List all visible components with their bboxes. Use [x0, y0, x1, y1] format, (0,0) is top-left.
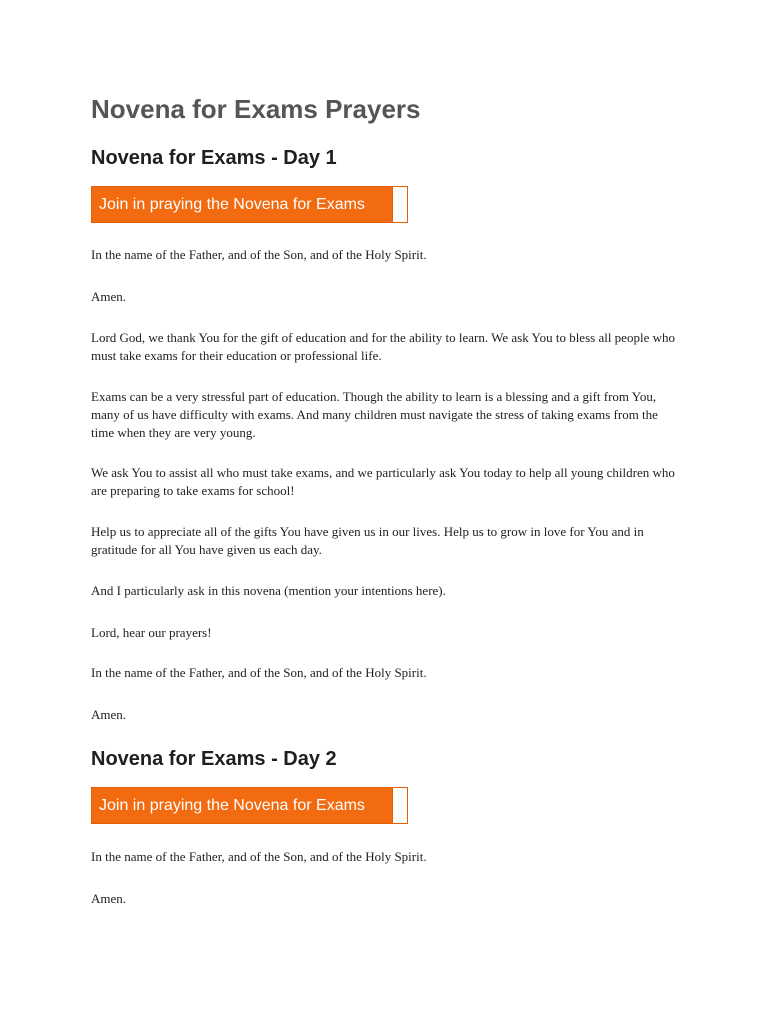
paragraph: And I particularly ask in this novena (mention your intentions here).	[91, 583, 446, 598]
day-2-heading: Novena for Exams - Day 2	[91, 748, 337, 770]
paragraph: Amen.	[91, 707, 127, 722]
paragraph: Lord God, we thank You for the gift of education and for the ability to learn. We ask You to bless all people who must take exams for their education or professional life.	[91, 330, 675, 363]
page-title: Novena for Exams Prayers	[91, 94, 421, 124]
paragraph: In the name of the Father, and of the Son, and of the Holy Spirit.	[91, 849, 427, 864]
paragraph: In the name of the Father, and of the Son, and of the Holy Spirit.	[91, 247, 427, 262]
paragraph: Exams can be a very stressful part of education. Though the ability to learn is a blessing and a gift from You, many of us have difficulty with exams. And many children must navigate the stress of taking exams from the time when they are very young.	[91, 389, 658, 440]
paragraph: Amen.	[91, 891, 127, 906]
join-novena-button-day-2[interactable]	[91, 787, 408, 824]
paragraph: In the name of the Father, and of the Son, and of the Holy Spirit.	[91, 665, 427, 680]
join-novena-button-day-1[interactable]	[91, 186, 408, 223]
paragraph: We ask You to assist all who must take exams, and we particularly ask You today to help all young children who are preparing to take exams for school!	[91, 465, 675, 498]
paragraph: Lord, hear our prayers!	[91, 625, 212, 640]
join-novena-button-label: Join in praying the Novena for Exams	[99, 196, 365, 213]
day-1-heading: Novena for Exams - Day 1	[91, 147, 337, 169]
button-edge	[392, 788, 407, 823]
join-novena-button-label: Join in praying the Novena for Exams	[99, 797, 365, 814]
paragraph: Help us to appreciate all of the gifts You have given us in our lives. Help us to grow in love for You and in gratitude for all You have given us each day.	[91, 524, 644, 557]
paragraph: Amen.	[91, 289, 127, 304]
button-edge	[392, 187, 407, 222]
